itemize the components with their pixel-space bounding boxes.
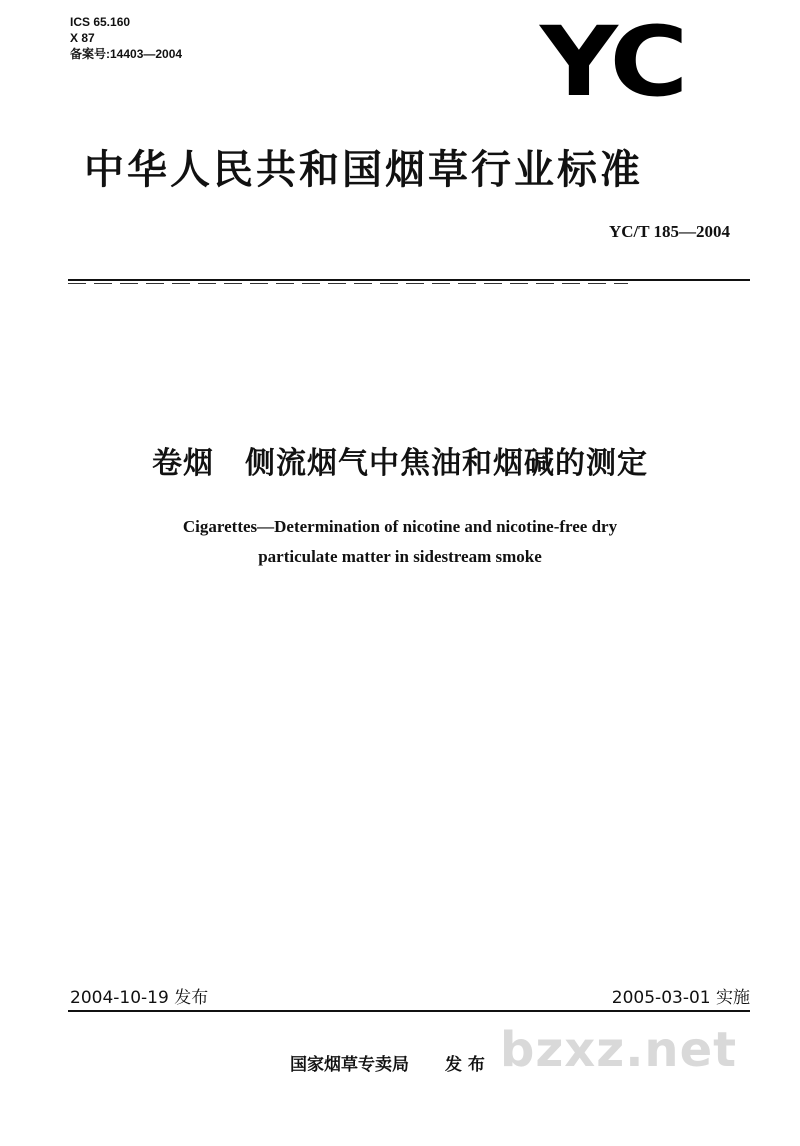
standard-org-title: 中华人民共和国烟草行业标准 (84, 147, 643, 193)
footer-divider (68, 1010, 750, 1012)
title-english-line-1: Cigarettes—Determination of nicotine and nicotine-free dry (182, 517, 618, 536)
title-chinese: 卷烟 侧流烟气中焦油和烟碱的测定 (152, 446, 648, 481)
publisher-name: 国家烟草专卖局 (290, 1055, 409, 1075)
standard-number: YC/T 185—2004 (608, 222, 730, 241)
header-divider (68, 279, 750, 281)
title-english (0, 512, 800, 572)
classification-block (70, 14, 182, 62)
title-english-line-2: particulate matter in sidestream smoke (258, 547, 542, 566)
implementation-date: 2005-03-01 实施 (611, 988, 750, 1008)
publisher-line (290, 1050, 485, 1075)
issue-date: 2004-10-19 发布 (70, 988, 209, 1008)
ics-code: ICS 65.160 (70, 15, 131, 29)
yc-logo: YC (540, 6, 684, 118)
filing-number: 备案号:14403—2004 (70, 47, 183, 61)
site-watermark: bzxz.net (500, 1022, 738, 1078)
publisher-action: 发 布 (445, 1055, 485, 1075)
ccs-code: X 87 (70, 31, 95, 45)
header-divider-dashed (68, 283, 628, 284)
